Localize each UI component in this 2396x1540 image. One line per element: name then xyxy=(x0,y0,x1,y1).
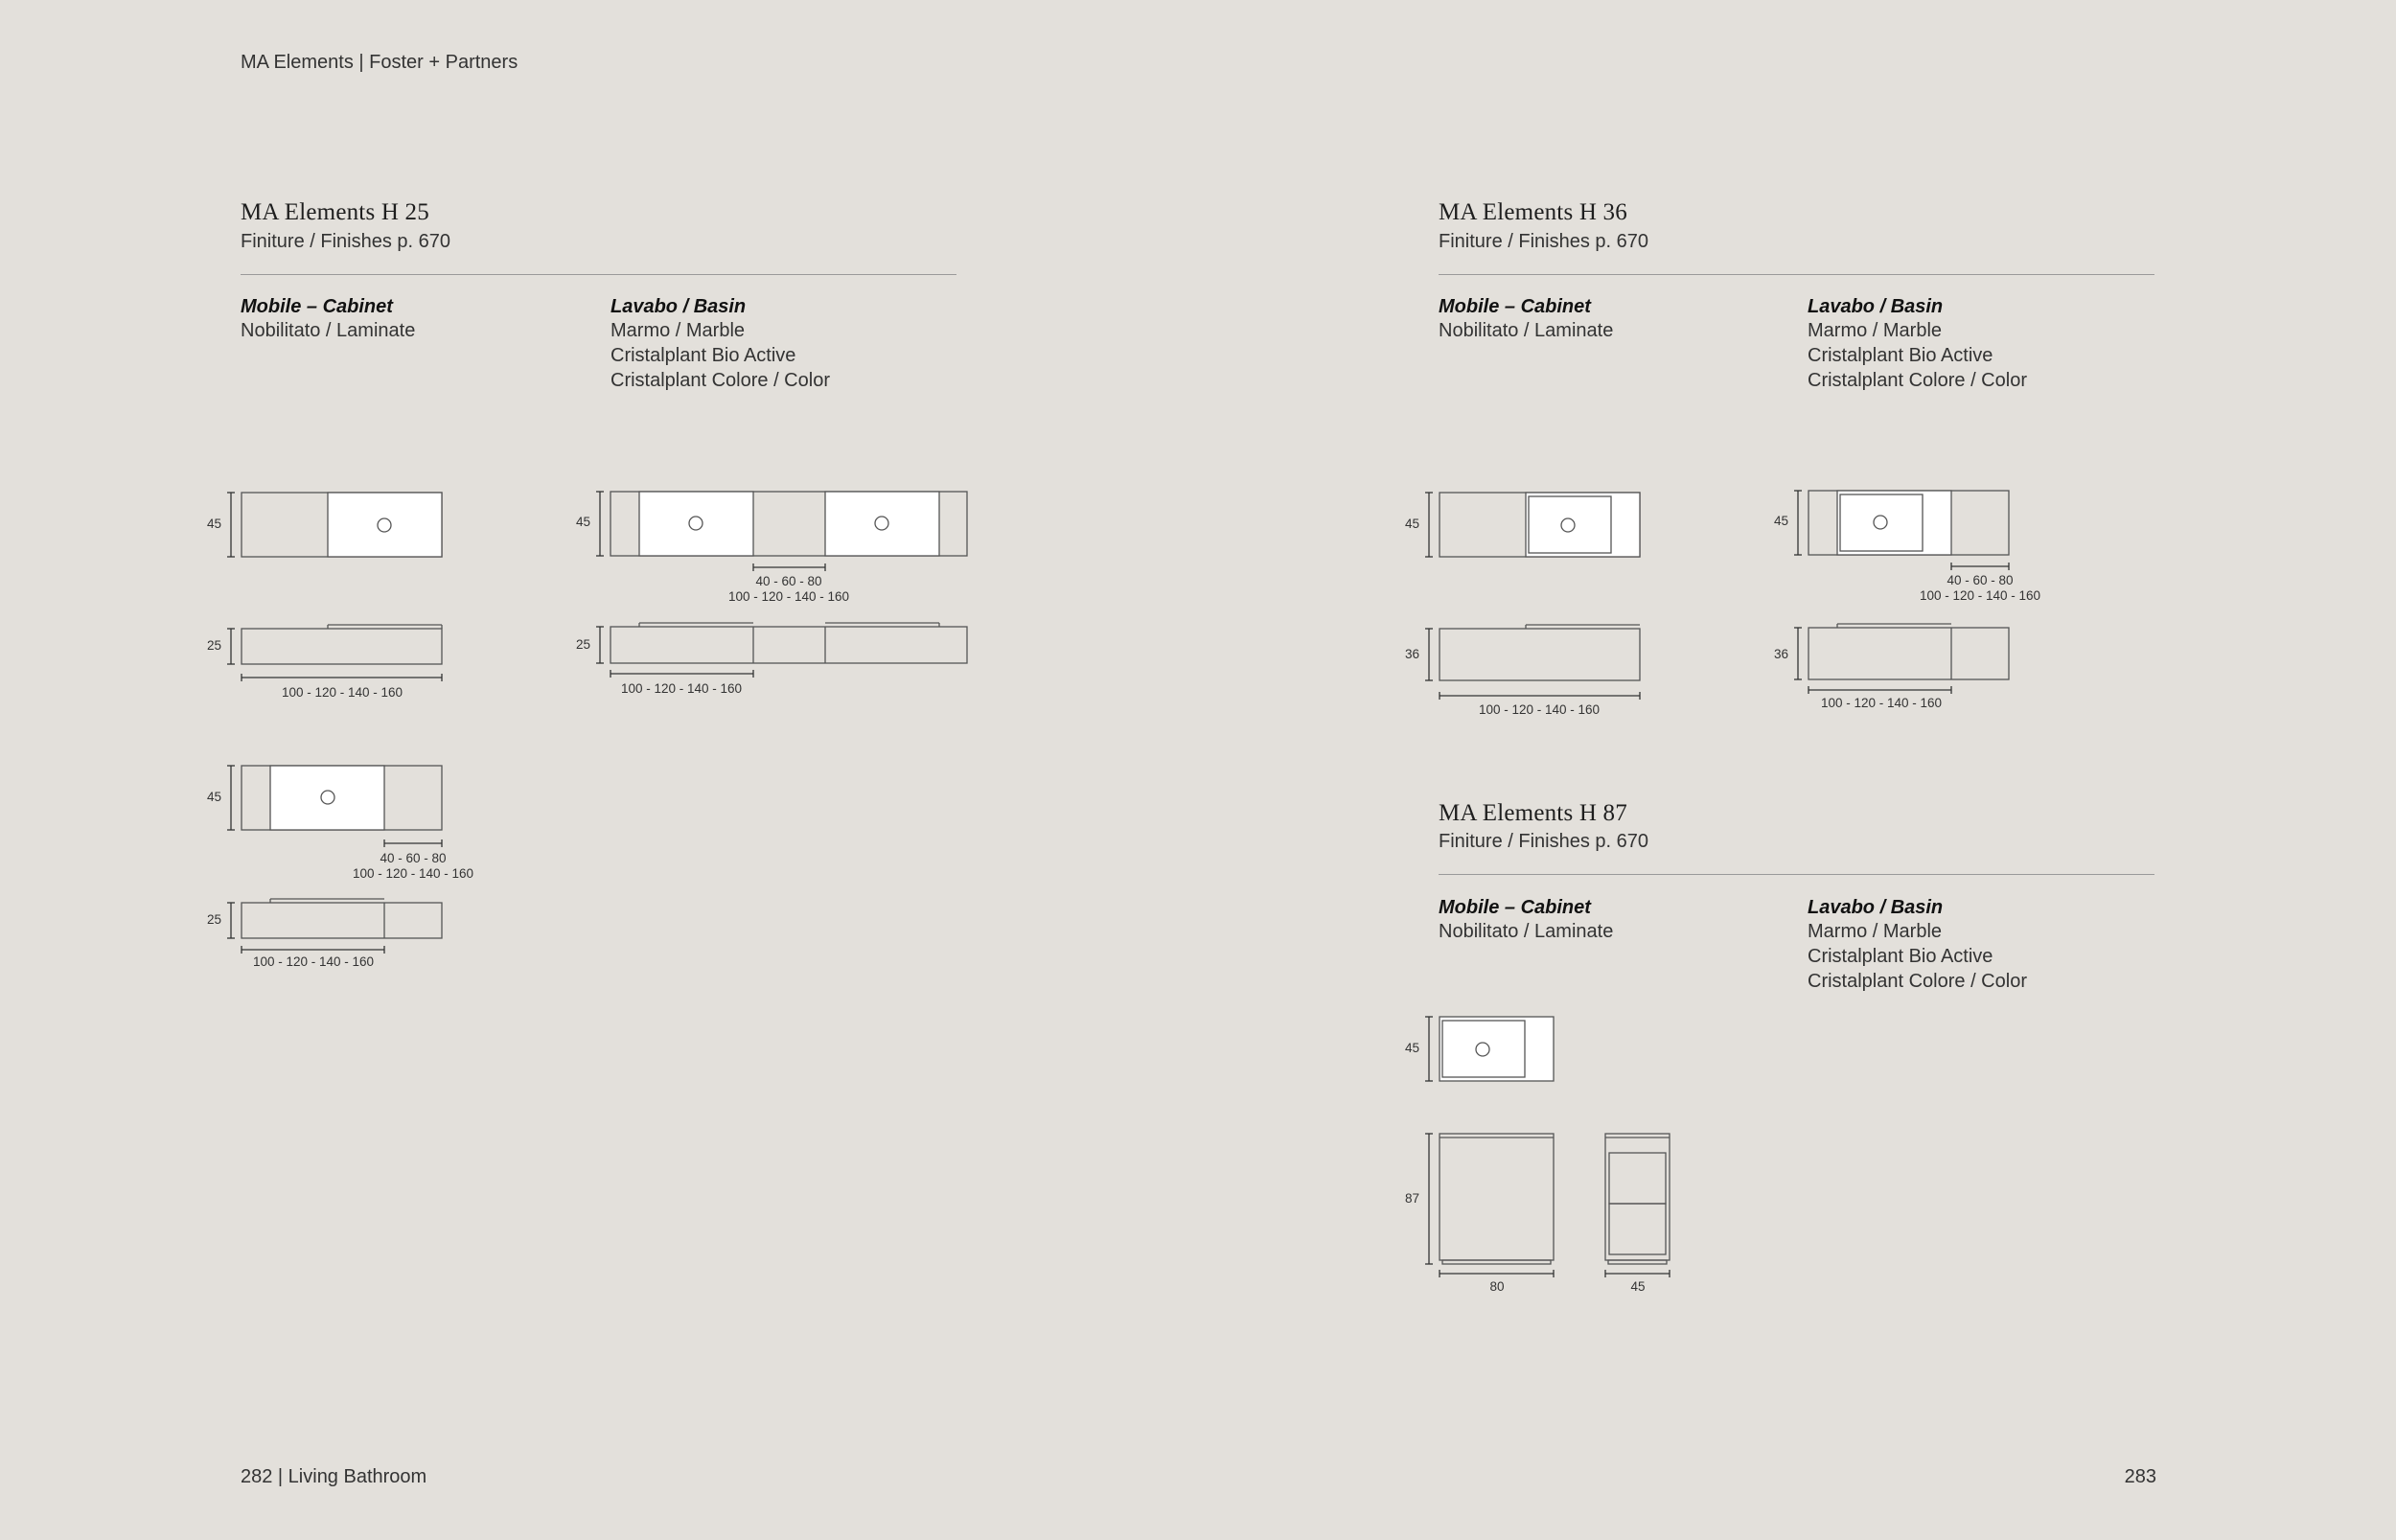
dim-height: 45 xyxy=(1773,514,1788,528)
dim-width: 100 - 120 - 140 - 160 xyxy=(727,589,850,604)
basin-material-3: Cristalplant Colore / Color xyxy=(611,370,830,391)
basin-heading: Lavabo / Basin xyxy=(1808,897,1944,918)
h87-front-view xyxy=(1405,1134,1554,1294)
section-subtitle-h25: Finiture / Finishes p. 670 xyxy=(241,231,450,252)
h36-left-top-view xyxy=(1774,491,2040,603)
running-header: MA Elements | Foster + Partners xyxy=(241,52,518,73)
dim-height: 36 xyxy=(1773,647,1788,661)
dim-height: 25 xyxy=(575,637,590,652)
h36-right-front-view xyxy=(1405,625,1640,717)
cabinet-heading: Mobile – Cabinet xyxy=(1439,897,1591,918)
basin-material-3: Cristalplant Colore / Color xyxy=(1808,971,2027,992)
basin-material-2: Cristalplant Bio Active xyxy=(1808,345,1993,366)
basin-material-2: Cristalplant Bio Active xyxy=(1808,946,1993,967)
h36-left-front-view xyxy=(1774,624,2009,710)
dim-width: 100 - 120 - 140 - 160 xyxy=(1820,696,1943,710)
dim-basin: 40 - 60 - 80 xyxy=(755,574,822,588)
h36-right-top-view xyxy=(1405,493,1640,557)
dim-height: 36 xyxy=(1404,647,1419,661)
basin-heading: Lavabo / Basin xyxy=(1808,296,1944,317)
dim-height: 45 xyxy=(206,790,221,804)
page-number-right: 283 xyxy=(2124,1466,2156,1487)
h25-double-top-view xyxy=(576,492,967,604)
dim-width: 100 - 120 - 140 - 160 xyxy=(1919,588,2041,603)
dim-width: 100 - 120 - 140 - 160 xyxy=(252,954,375,969)
page-number-left: 282 | Living Bathroom xyxy=(241,1466,427,1487)
h25-single-right-front-view xyxy=(207,625,442,700)
dim-width: 80 xyxy=(1489,1279,1505,1294)
h25-double-front-view xyxy=(576,623,967,696)
h87-top-view xyxy=(1405,1017,1554,1081)
dim-width: 100 - 120 - 140 - 160 xyxy=(1478,702,1601,717)
basin-heading: Lavabo / Basin xyxy=(611,296,747,317)
dim-basin: 40 - 60 - 80 xyxy=(380,851,447,865)
basin-material-3: Cristalplant Colore / Color xyxy=(1808,370,2027,391)
h87-side-view xyxy=(1605,1134,1670,1294)
h25-single-right-top-view xyxy=(207,493,442,557)
h25-center-top-view xyxy=(207,766,473,881)
dim-height: 45 xyxy=(575,515,590,529)
dim-height: 45 xyxy=(1404,1041,1419,1055)
dim-basin: 40 - 60 - 80 xyxy=(1947,573,2014,587)
cabinet-heading: Mobile – Cabinet xyxy=(241,296,393,317)
dim-height: 25 xyxy=(206,912,221,927)
dim-width: 100 - 120 - 140 - 160 xyxy=(620,681,743,696)
section-subtitle-h87: Finiture / Finishes p. 670 xyxy=(1439,831,1648,852)
dim-depth: 45 xyxy=(1630,1279,1646,1294)
dim-width: 100 - 120 - 140 - 160 xyxy=(352,866,474,881)
section-title-h36: MA Elements H 36 xyxy=(1439,199,1627,225)
dim-height: 45 xyxy=(1404,517,1419,531)
cabinet-material: Nobilitato / Laminate xyxy=(1439,921,1614,942)
basin-material-1: Marmo / Marble xyxy=(1808,320,1943,341)
basin-material-1: Marmo / Marble xyxy=(1808,921,1943,942)
section-title-h87: MA Elements H 87 xyxy=(1439,800,1627,826)
h25-center-front-view xyxy=(207,899,442,969)
section-subtitle-h36: Finiture / Finishes p. 670 xyxy=(1439,231,1648,252)
basin-material-2: Cristalplant Bio Active xyxy=(611,345,796,366)
section-title-h25: MA Elements H 25 xyxy=(241,199,429,225)
dim-width: 100 - 120 - 140 - 160 xyxy=(281,685,403,700)
dim-height: 25 xyxy=(206,638,221,653)
cabinet-material: Nobilitato / Laminate xyxy=(1439,320,1614,341)
dim-height: 87 xyxy=(1404,1191,1419,1206)
dim-height: 45 xyxy=(206,517,221,531)
cabinet-material: Nobilitato / Laminate xyxy=(241,320,416,341)
basin-material-1: Marmo / Marble xyxy=(611,320,746,341)
cabinet-heading: Mobile – Cabinet xyxy=(1439,296,1591,317)
